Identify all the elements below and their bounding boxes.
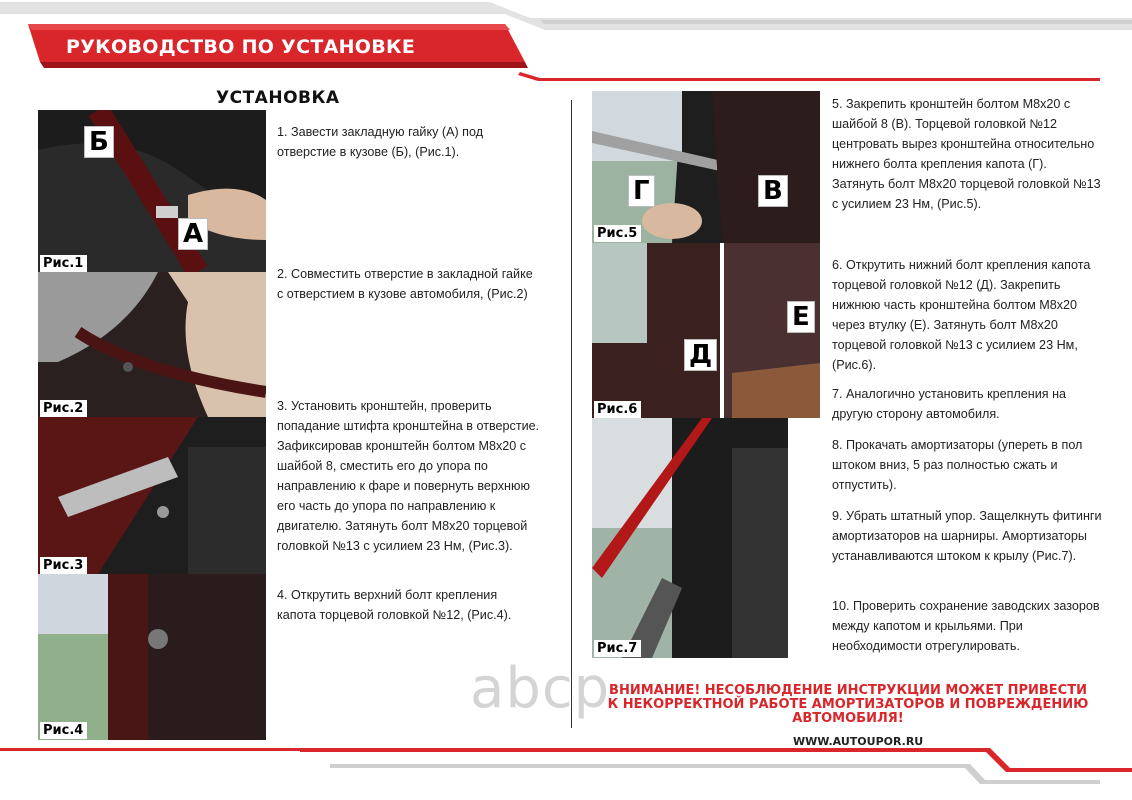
figure-6-photo — [592, 243, 820, 418]
marker-v: В — [758, 175, 788, 207]
step-9: 9. Убрать штатный упор. Защелкнуть фитинги амортизаторов на шарниры. Амортизаторы устанавливаются штоком к крылу (Рис.7). — [832, 509, 1102, 563]
watermark: abcp — [470, 656, 611, 721]
figure-3-photo — [38, 417, 266, 574]
figure-4-label: Рис.4 — [40, 722, 87, 739]
figure-4-photo — [38, 574, 266, 740]
step-3: 3. Установить кронштейн, проверить попадание штифта кронштейна в отверстие. Зафиксировав кронштейн болтом М8х20 с шайбой 8, сместить его до упора по направлению к фаре и повернуть верхнюю его часть до упора по направлению к двигателю. Затянуть болт М8х20 торцевой головкой №13 с усилием 23 Нм, (Рис.3). — [277, 399, 540, 553]
figure-1-photo — [38, 110, 266, 272]
figure-2-photo — [38, 272, 266, 417]
warning-text: ВНИМАНИЕ! НЕСОБЛЮДЕНИЕ ИНСТРУКЦИИ МОЖЕТ ПРИВЕСТИ К НЕКОРРЕКТНОЙ РАБОТЕ АМОРТИЗАТОРОВ И ПОВРЕЖДЕНИЮ АВТОМОБИЛЯ! — [607, 683, 1089, 726]
step-1: 1. Завести закладную гайку (А) под отверстие в кузове (Б), (Рис.1). — [277, 125, 484, 159]
page-title: РУКОВОДСТВО ПО УСТАНОВКЕ — [66, 36, 416, 58]
footer-banner — [0, 740, 1132, 800]
section-heading: УСТАНОВКА — [216, 88, 340, 108]
step-6: 6. Открутить нижний болт крепления капота торцевой головкой №12 (Д). Закрепить нижнюю часть кронштейна болтом М8х20 через втулку (Е). Затянуть болт М8х20 торцевой головкой №13 с усилием 23 Нм, (Рис.6). — [832, 258, 1091, 372]
marker-e: Е — [787, 301, 815, 333]
marker-d: Д — [684, 339, 717, 371]
figure-5-label: Рис.5 — [594, 225, 641, 242]
marker-b: Б — [84, 126, 114, 158]
figure-3-label: Рис.3 — [40, 557, 87, 574]
marker-g: Г — [628, 175, 655, 207]
figure-5-photo — [592, 91, 820, 243]
column-divider — [571, 100, 572, 728]
marker-a: А — [178, 218, 208, 250]
step-4: 4. Открутить верхний болт крепления капота торцевой головкой №12, (Рис.4). — [277, 588, 512, 622]
step-8: 8. Прокачать амортизаторы (упереть в пол штоком вниз, 5 раз полностью сжать и отпустить). — [832, 438, 1083, 492]
figure-7-label: Рис.7 — [594, 640, 641, 657]
figure-7-photo — [592, 418, 788, 658]
figure-1-label: Рис.1 — [40, 255, 87, 272]
figure-6-label: Рис.6 — [594, 401, 641, 418]
footer-url: WWW.AUTOUPOR.RU — [793, 735, 924, 748]
step-10: 10. Проверить сохранение заводских зазоров между капотом и крыльями. При необходимости отрегулировать. — [832, 599, 1100, 653]
step-7: 7. Аналогично установить крепления на другую сторону автомобиля. — [832, 387, 1067, 421]
step-5: 5. Закрепить кронштейн болтом М8х20 с шайбой 8 (В). Торцевой головкой №12 центровать вырез кронштейна относительно нижнего болта крепления капота (Г). Затянуть болт М8х20 торцевой головкой №13 с усилием 23 Нм, (Рис.5). — [832, 97, 1101, 211]
figure-2-label: Рис.2 — [40, 400, 87, 417]
step-2: 2. Совместить отверстие в закладной гайке с отверстием в кузове автомобиля, (Рис.2) — [277, 267, 533, 301]
